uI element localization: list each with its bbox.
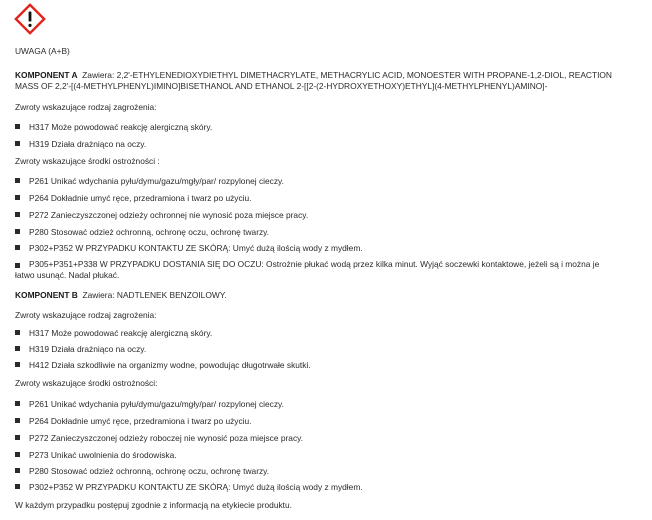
component-a-contains-line1 bbox=[15, 70, 612, 81]
bullet-square-icon bbox=[15, 330, 20, 335]
component-b-contains-text: Zawiera: NADTLENEK BENZOILOWY. bbox=[82, 290, 227, 300]
list-item-continuation: łatwo usunąć. Nadal płukać. bbox=[15, 270, 120, 280]
list-item: P302+P352 W PRZYPADKU KONTAKTU ZE SKÓRĄ: Umyć dużą ilością wody z mydłem. bbox=[15, 243, 363, 254]
list-item: P305+P351+P338 W PRZYPADKU DOSTANIA SIĘ DO OCZU: Ostrożnie płukać wodą przez kilka minut. Wyjąć soczewki kontaktowe, jeżeli są i można je bbox=[15, 259, 635, 270]
component-a-label: KOMPONENT A bbox=[15, 70, 78, 80]
list-item: P272 Zanieczyszczonej odzieży roboczej nie wynosić poza miejsce pracy. bbox=[15, 433, 303, 444]
component-a-hazard-heading: Zwroty wskazujące rodzaj zagrożenia: bbox=[15, 102, 157, 112]
component-a-contains-line2: MASS OF 2,2'-[(4-METHYLPHENYL)IMINO]BISETHANOL AND ETHANOL 2-[[2-(2-HYDROXYETHOXY)ETHYL](4-METHYLPHENYL)AMINO]- bbox=[15, 81, 548, 91]
list-item: H319 Działa drażniąco na oczy. bbox=[15, 139, 146, 150]
component-a-contains-prefix: Zawiera: bbox=[82, 70, 115, 80]
list-item: P264 Dokładnie umyć ręce, przedramiona i twarz po użyciu. bbox=[15, 193, 252, 204]
list-item: P261 Unikać wdychania pyłu/dymu/gazu/mgły/par/ rozpylonej cieczy. bbox=[15, 399, 284, 410]
component-b-contains bbox=[15, 290, 227, 301]
list-item: P273 Unikać uwolnienia do środowiska. bbox=[15, 450, 177, 461]
component-a-precaution-heading: Zwroty wskazujące środki ostrożności : bbox=[15, 156, 160, 166]
bullet-square-icon bbox=[15, 229, 20, 234]
component-b-label: KOMPONENT B bbox=[15, 290, 78, 300]
list-item: H317 Może powodować reakcję alergiczną skóry. bbox=[15, 328, 212, 339]
list-item: H317 Może powodować reakcję alergiczną skóry. bbox=[15, 122, 212, 133]
list-item: H412 Działa szkodliwie na organizmy wodne, powodując długotrwałe skutki. bbox=[15, 360, 311, 371]
bullet-square-icon bbox=[15, 346, 20, 351]
ghs-exclamation-icon bbox=[14, 3, 46, 35]
bullet-square-icon bbox=[15, 362, 20, 367]
bullet-square-icon bbox=[15, 212, 20, 217]
bullet-square-icon bbox=[15, 141, 20, 146]
footer-note: W każdym przypadku postępuj zgodnie z informacją na etykiecie produktu. bbox=[15, 500, 292, 510]
bullet-square-icon bbox=[15, 245, 20, 250]
list-item: P280 Stosować odzież ochronną, ochronę oczu, ochronę twarzy. bbox=[15, 227, 269, 238]
list-item: P302+P352 W PRZYPADKU KONTAKTU ZE SKÓRĄ: Umyć dużą ilością wody z mydłem. bbox=[15, 482, 363, 493]
signal-word: UWAGA (A+B) bbox=[15, 46, 70, 56]
list-item: H319 Działa drażniąco na oczy. bbox=[15, 344, 146, 355]
component-a-contains-text1: 2,2'-ETHYLENEDIOXYDIETHYL DIMETHACRYLATE, METHACRYLIC ACID, MONOESTER WITH PROPANE-1,2-DIOL, REACTION bbox=[116, 70, 612, 80]
component-b-hazard-heading: Zwroty wskazujące rodzaj zagrożenia: bbox=[15, 310, 157, 320]
bullet-square-icon bbox=[15, 452, 20, 457]
list-item: P280 Stosować odzież ochronną, ochronę oczu, ochronę twarzy. bbox=[15, 466, 269, 477]
component-b-precaution-heading: Zwroty wskazujące środki ostrożności: bbox=[15, 378, 158, 388]
bullet-square-icon bbox=[15, 468, 20, 473]
list-item: P261 Unikać wdychania pyłu/dymu/gazu/mgły/par/ rozpylonej cieczy. bbox=[15, 176, 284, 187]
list-item: P272 Zanieczyszczonej odzieży ochronnej nie wynosić poza miejsce pracy. bbox=[15, 210, 308, 221]
list-item: P264 Dokładnie umyć ręce, przedramiona i twarz po użyciu. bbox=[15, 416, 252, 427]
bullet-square-icon bbox=[15, 401, 20, 406]
bullet-square-icon bbox=[15, 263, 20, 268]
bullet-square-icon bbox=[15, 484, 20, 489]
bullet-square-icon bbox=[15, 435, 20, 440]
bullet-square-icon bbox=[15, 124, 20, 129]
bullet-square-icon bbox=[15, 178, 20, 183]
bullet-square-icon bbox=[15, 418, 20, 423]
bullet-square-icon bbox=[15, 195, 20, 200]
